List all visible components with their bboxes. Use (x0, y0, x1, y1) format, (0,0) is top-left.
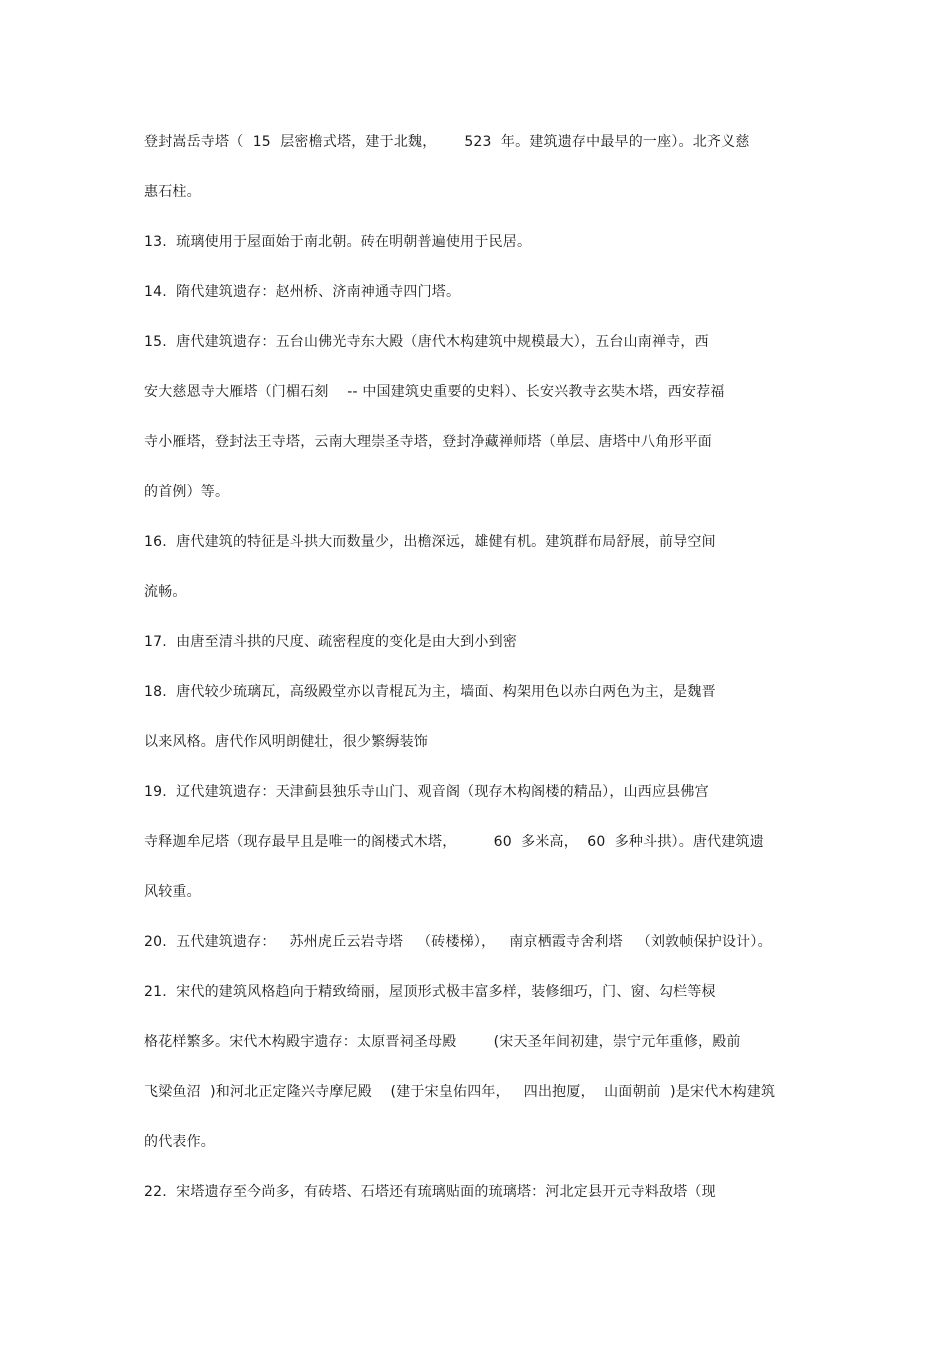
text-line: 寺小雁塔，登封法王寺塔，云南大理崇圣寺塔，登封净藏禅师塔（单层、唐塔中八角形平面 (144, 434, 712, 450)
text-line: 22. 宋塔遗存至今尚多，有砖塔、石塔还有琉璃贴面的琉璃塔：河北定县开元寺料敌塔（现 (144, 1184, 716, 1200)
text-line: 格花样繁多。宋代木构殿宇遗存：太原晋祠圣母殿 (宋天圣年间初建，崇宁元年重修，殿前 (144, 1034, 741, 1050)
text-line: 21. 宋代的建筑风格趋向于精致绮丽，屋顶形式极丰富多样，装修细巧，门、窗、勾栏等棂 (144, 984, 716, 1000)
text-line: 惠石柱。 (144, 184, 201, 200)
text-line: 寺释迦牟尼塔（现存最早且是唯一的阁楼式木塔， 60 多米高， 60 多种斗拱）。唐代建筑遗 (144, 834, 764, 850)
text-line: 17. 由唐至清斗拱的尺度、疏密程度的变化是由大到小到密 (144, 634, 517, 650)
text-line: 安大慈恩寺大雁塔（门楣石刻 -- 中国建筑史重要的史料）、长安兴教寺玄奘木塔，西安荐福 (144, 384, 725, 400)
text-line: 风较重。 (144, 884, 201, 900)
text-line: 15. 唐代建筑遗存：五台山佛光寺东大殿（唐代木构建筑中规模最大），五台山南禅寺，西 (144, 334, 709, 350)
text-line: 以来风格。唐代作风明朗健壮，很少繁缛装饰 (144, 734, 428, 750)
text-line: 19. 辽代建筑遗存：天津蓟县独乐寺山门、观音阁（现存木构阁楼的精品），山西应县佛宫 (144, 784, 709, 800)
text-line: 16. 唐代建筑的特征是斗拱大而数量少，出檐深远，雄健有机。建筑群布局舒展，前导空间 (144, 534, 716, 550)
text-line: 14. 隋代建筑遗存：赵州桥、济南神通寺四门塔。 (144, 284, 461, 300)
text-line: 飞梁鱼沼 )和河北正定隆兴寺摩尼殿 (建于宋皇佑四年， 四出抱厦， 山面朝前 )是宋代木构建筑 (144, 1084, 776, 1100)
text-line: 的首例）等。 (144, 484, 230, 500)
text-line: 18. 唐代较少琉璃瓦，高级殿堂亦以青棍瓦为主，墙面、构架用色以赤白两色为主，是魏晋 (144, 684, 716, 700)
text-line: 登封嵩岳寺塔（ 15 层密檐式塔，建于北魏， 523 年。建筑遗存中最早的一座）。北齐义慈 (144, 134, 750, 150)
text-line: 的代表作。 (144, 1134, 215, 1150)
text-line: 流畅。 (144, 584, 187, 600)
text-line: 20. 五代建筑遗存： 苏州虎丘云岩寺塔 （砖楼梯）， 南京栖霞寺舍利塔 （刘敦帧保护设计）。 (144, 934, 772, 950)
text-line: 13. 琉璃使用于屋面始于南北朝。砖在明朝普遍使用于民居。 (144, 234, 532, 250)
